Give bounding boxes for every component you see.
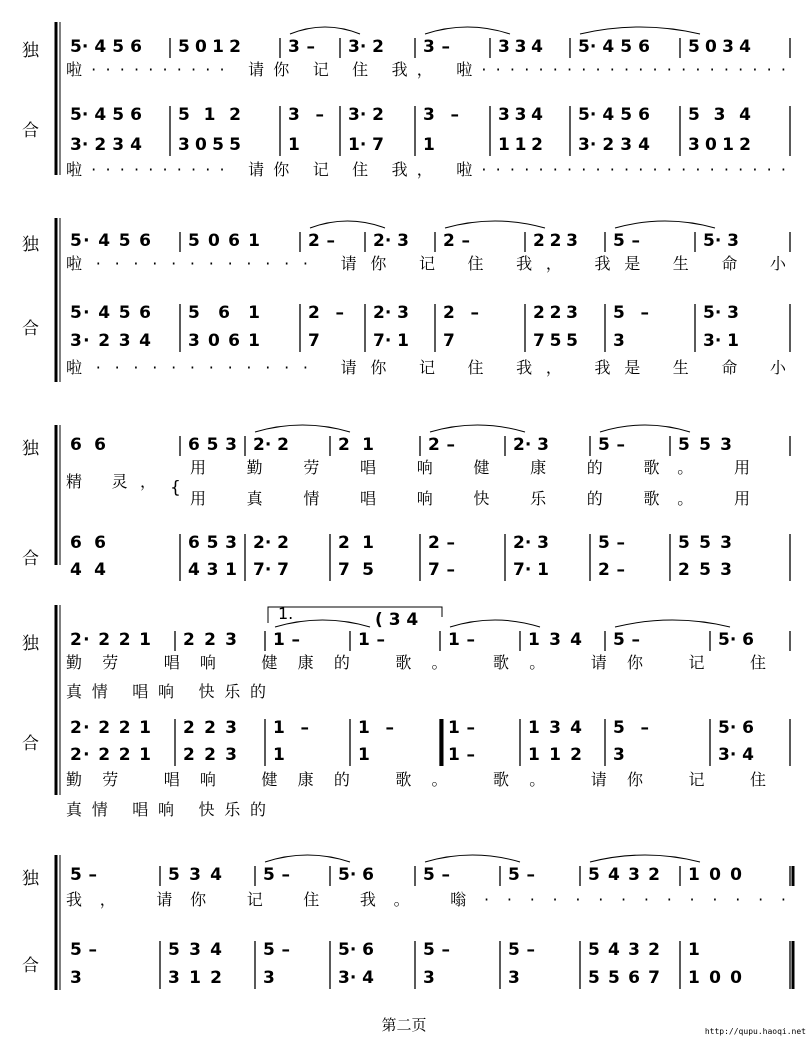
chorus-top-measure: 1 – — [358, 718, 394, 738]
chorus-bottom-measure: 1· 7 — [348, 135, 384, 155]
chorus-top-measure: 5 5 3 — [678, 533, 732, 553]
chorus-top-measure: 6 6 — [70, 533, 106, 553]
solo-lyric: 啦············ 请你 记 住 我， 我是 生 命 小 — [66, 254, 787, 273]
chorus-top-measure: 2 – — [308, 303, 344, 323]
chorus-label: 合 — [22, 319, 39, 339]
score-system-5 — [22, 855, 793, 990]
chorus-top-measure: 2 1 — [338, 533, 374, 553]
chorus-top-measure: 2 2 3 — [533, 303, 578, 323]
solo-measure: 2· 3 — [373, 231, 409, 251]
slur — [265, 855, 350, 862]
chorus-top-measure: 5· 4 5 6 — [578, 105, 650, 125]
solo-label: 独 — [22, 869, 39, 889]
chorus-top-measure: 5 – — [613, 303, 649, 323]
solo-measure: 3 – — [423, 37, 450, 57]
score-system-3 — [22, 425, 790, 581]
chorus-top-measure: 1 — [688, 940, 700, 960]
solo-lyric: 我， 请你 记 住 我。 嗡·············· — [66, 890, 786, 909]
slur — [430, 425, 525, 432]
chorus-bottom-measure: 3 — [613, 331, 625, 351]
chorus-bottom-measure: 7 — [308, 331, 320, 351]
chorus-bottom-measure: 3 1 2 — [168, 968, 222, 988]
slur — [290, 27, 360, 34]
chorus-bottom-measure: 4 3 1 — [188, 560, 237, 580]
chorus-top-measure: 2 – — [443, 303, 479, 323]
solo-measure: 5 – — [423, 865, 450, 885]
chorus-bottom-measure: 1 — [358, 745, 370, 765]
chorus-top-measure: 3 3 4 — [498, 105, 543, 125]
solo-measure: 1 – — [273, 630, 300, 650]
chorus-top-measure: 5 3 4 — [688, 105, 751, 125]
solo-measure: 5 0 1 2 — [178, 37, 241, 57]
chorus-bottom-measure: 3· 2 3 4 — [70, 331, 151, 351]
chorus-bottom-measure: 4 4 — [70, 560, 106, 580]
solo-measure: 1 – — [358, 630, 385, 650]
chorus-top-measure: 2· 2 2 1 — [70, 718, 151, 738]
solo-measure: 5· 4 5 6 — [70, 37, 142, 57]
chorus-top-measure: 2 2 3 — [183, 718, 237, 738]
chorus-bottom-measure: 1 — [273, 745, 285, 765]
solo-measure: 6 6 — [70, 435, 106, 455]
chorus-bottom-measure: 3· 2 3 4 — [578, 135, 650, 155]
solo-measure: 5· 3 — [703, 231, 739, 251]
solo-measure: 1 – — [448, 630, 475, 650]
chorus-top-measure: 5· 3 — [703, 303, 739, 323]
chorus-top-measure: 2· 3 — [513, 533, 549, 553]
solo-measure: 2 2 3 — [183, 630, 237, 650]
solo-measure: 5· 4 5 6 — [70, 231, 151, 251]
chorus-top-measure: 3 – — [288, 105, 324, 125]
score-system-2 — [22, 218, 790, 382]
slur — [580, 27, 700, 34]
slur — [600, 425, 690, 432]
chorus-bottom-measure: 2 5 3 — [678, 560, 732, 580]
solo-measure: 2 1 — [338, 435, 374, 455]
solo-measure: 6 5 3 — [188, 435, 237, 455]
chorus-bottom-measure: 3 0 1 2 — [688, 135, 751, 155]
chorus-top-measure: 5 – — [508, 940, 535, 960]
solo-label: 独 — [22, 41, 39, 61]
solo-measure: 5 5 3 — [678, 435, 732, 455]
solo-label: 独 — [22, 235, 39, 255]
solo-label: 独 — [22, 439, 39, 459]
chorus-top-measure: 5 1 2 — [178, 105, 241, 125]
chorus-top-measure: 5· 6 — [338, 940, 374, 960]
chorus-lyric-verse-1: 勤劳 唱响 健康的 歌。 歌。 请你 记 住 — [66, 770, 766, 789]
chorus-bottom-measure: 7 5 — [338, 560, 374, 580]
chorus-bottom-measure: 3 — [613, 745, 625, 765]
chorus-bottom-measure: 3· 4 — [338, 968, 374, 988]
chorus-top-measure: 5 – — [613, 718, 649, 738]
chorus-top-measure: 5 – — [70, 940, 97, 960]
solo-lyric-prefix: 精 灵， — [66, 472, 156, 491]
chorus-bottom-measure: 5 5 6 7 — [588, 968, 660, 988]
solo-measure: 5 3 4 — [168, 865, 222, 885]
chorus-top-measure: 2· 3 — [373, 303, 409, 323]
chorus-bottom-measure: 3 — [70, 968, 82, 988]
chorus-label: 合 — [22, 956, 39, 976]
volta-number: 1. — [278, 604, 294, 623]
solo-measure: 3 3 4 — [498, 37, 543, 57]
chorus-bottom-measure: 1 — [288, 135, 300, 155]
slur — [615, 620, 730, 627]
chorus-top-measure: 1 – — [273, 718, 309, 738]
solo-measure: 5 – — [613, 231, 640, 251]
solo-measure: 5 – — [70, 865, 97, 885]
chorus-bottom-measure: 1 — [423, 135, 435, 155]
chorus-bottom-measure: 1 – — [448, 745, 475, 765]
chorus-top-measure: 5 3 4 — [168, 940, 222, 960]
chorus-bottom-measure: 7 — [443, 331, 455, 351]
chorus-bottom-measure: 3 0 5 5 — [178, 135, 241, 155]
chorus-label: 合 — [22, 734, 39, 754]
slur — [425, 855, 520, 862]
chorus-lyric: 啦············ 请你 记 住 我， 我是 生 命 小 — [66, 358, 787, 377]
chorus-label: 合 — [22, 549, 39, 569]
chorus-top-measure: 5 6 1 — [188, 303, 260, 323]
chorus-bottom-measure: 3 — [423, 968, 435, 988]
solo-measure: 5 4 3 2 — [588, 865, 660, 885]
chorus-top-measure: 5 – — [423, 940, 450, 960]
chorus-bottom-measure: 3 — [508, 968, 520, 988]
slur — [590, 855, 700, 862]
verse-brace: { — [170, 478, 181, 498]
solo-lyric-verse-2: 真情 唱响 快乐的 — [66, 682, 266, 701]
chorus-top-measure: 5 – — [598, 533, 625, 553]
solo-lyric: 啦·········· 请你 记 住 我， 啦······················ — [66, 60, 787, 79]
solo-measure: 2· 2 2 1 — [70, 630, 151, 650]
solo-measure: 5 – — [613, 630, 640, 650]
score-system-4 — [22, 604, 790, 819]
solo-measure: 5 0 6 1 — [188, 231, 260, 251]
chorus-top-measure: 6 5 3 — [188, 533, 237, 553]
solo-measure: 2· 3 — [513, 435, 549, 455]
solo-measure: 2 – — [443, 231, 470, 251]
solo-measure: 3· 2 — [348, 37, 384, 57]
chorus-top-measure: 3· 2 — [348, 105, 384, 125]
chorus-top-measure: 2· 2 — [253, 533, 289, 553]
solo-measure: 2 – — [428, 435, 455, 455]
solo-measure: 5· 6 — [338, 865, 374, 885]
solo-lyric-verse-2: 用 真 情 唱 响 快 乐 的 歌。 用 — [190, 489, 750, 508]
slur — [450, 620, 540, 627]
solo-label: 独 — [22, 634, 39, 654]
solo-measure: 5· 4 5 6 — [578, 37, 650, 57]
solo-lyric-verse-1: 勤劳 唱响 健康的 歌。 歌。 请你 记 住 — [66, 653, 766, 672]
chorus-bottom-measure: 1 1 2 — [498, 135, 543, 155]
chorus-top-measure: 1 – — [448, 718, 475, 738]
chorus-top-measure: 5 – — [263, 940, 290, 960]
solo-measure: 5 – — [598, 435, 625, 455]
chorus-top-measure: 5 4 3 2 — [588, 940, 660, 960]
chorus-bottom-measure: 3 0 6 1 — [188, 331, 260, 351]
chorus-bottom-measure: 3· 1 — [703, 331, 739, 351]
score-systems — [22, 22, 793, 990]
solo-measure: 5 – — [263, 865, 290, 885]
chorus-bottom-measure: 7· 1 — [513, 560, 549, 580]
chorus-top-measure: 2 – — [428, 533, 455, 553]
chorus-bottom-measure: 2 2 3 — [183, 745, 237, 765]
solo-measure: 1 0 0 — [688, 865, 742, 885]
slur — [445, 221, 545, 228]
chorus-bottom-measure: 3· 2 3 4 — [70, 135, 142, 155]
slur — [310, 221, 385, 228]
solo-measure: 5 – — [508, 865, 535, 885]
chorus-top-measure: 3 – — [423, 105, 459, 125]
solo-measure: 1 3 4 — [528, 630, 582, 650]
chorus-bottom-measure: 7 5 5 — [533, 331, 578, 351]
parenthetical-notes: ( 3 4 — [375, 610, 419, 630]
chorus-top-measure: 5· 4 5 6 — [70, 303, 151, 323]
slur — [425, 27, 510, 34]
chorus-top-measure: 1 3 4 — [528, 718, 582, 738]
score-system-1 — [22, 22, 790, 179]
solo-measure: 2 2 3 — [533, 231, 578, 251]
chorus-bottom-measure: 3· 4 — [718, 745, 754, 765]
chorus-lyric: 啦·········· 请你 记 住 我， 啦······················ — [66, 160, 787, 179]
solo-lyric-verse-1: 用 勤 劳 唱 响 健 康 的 歌。 用 — [190, 458, 750, 477]
chorus-bottom-measure: 3 — [263, 968, 275, 988]
watermark-url: http://qupu.haoqi.net — [704, 1027, 806, 1036]
chorus-bottom-measure: 2 – — [598, 560, 625, 580]
slur — [615, 221, 715, 228]
chorus-top-measure: 5· 4 5 6 — [70, 105, 142, 125]
chorus-top-measure: 5· 6 — [718, 718, 754, 738]
solo-measure: 5· 6 — [718, 630, 754, 650]
solo-measure: 3 – — [288, 37, 315, 57]
page-footer: 第二页 — [381, 1016, 427, 1034]
solo-measure: 2 – — [308, 231, 335, 251]
chorus-bottom-measure: 1 0 0 — [688, 968, 742, 988]
chorus-lyric-verse-2: 真情 唱响 快乐的 — [66, 800, 266, 819]
chorus-bottom-measure: 2· 2 2 1 — [70, 745, 151, 765]
chorus-bottom-measure: 7· 1 — [373, 331, 409, 351]
solo-measure: 5 0 3 4 — [688, 37, 751, 57]
slur — [255, 425, 350, 432]
solo-measure: 2· 2 — [253, 435, 289, 455]
chorus-bottom-measure: 7 – — [428, 560, 455, 580]
chorus-bottom-measure: 1 1 2 — [528, 745, 582, 765]
chorus-label: 合 — [22, 121, 39, 141]
chorus-bottom-measure: 7· 7 — [253, 560, 289, 580]
